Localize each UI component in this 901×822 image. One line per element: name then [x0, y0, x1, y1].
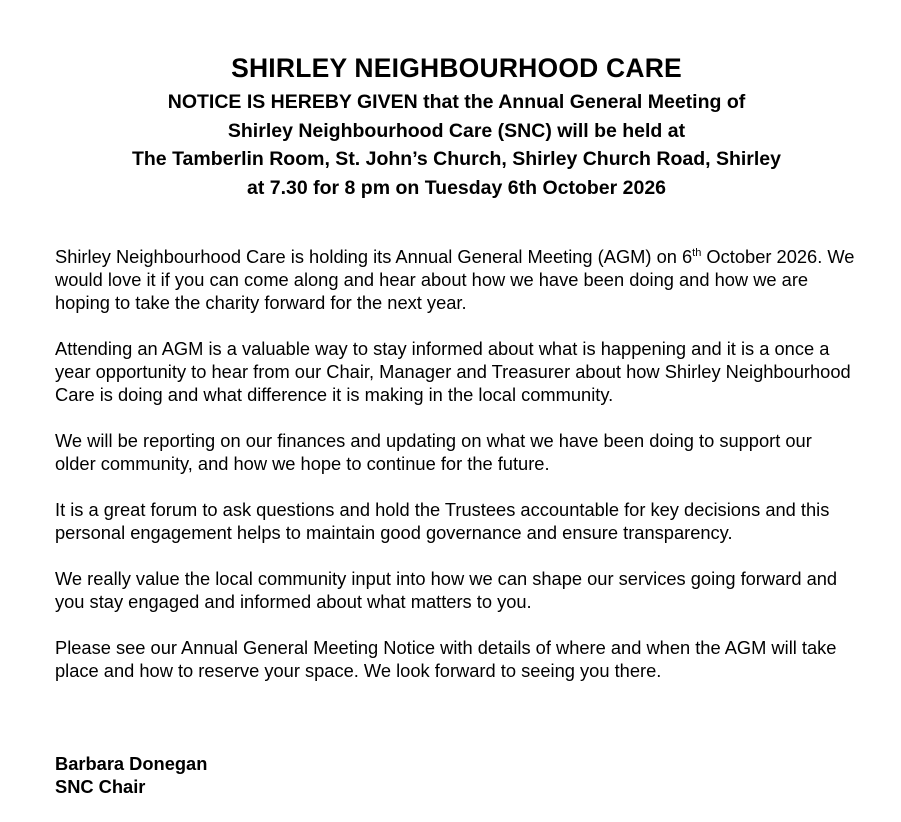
- body-paragraph: We will be reporting on our finances and updating on what we have been doing to support our older community, and how we hope to continue for the future.: [55, 430, 812, 474]
- notice-line: NOTICE IS HEREBY GIVEN that the Annual General Meeting of: [167, 91, 746, 113]
- body-paragraph: It is a great forum to ask questions and hold the Trustees accountable for key decisions and this personal engagement helps to maintain good governance and ensure transparency.: [55, 499, 830, 543]
- body-paragraph: Please see our Annual General Meeting Notice with details of where and when the AGM will take place and how to reserve your space. We look forward to seeing you there.: [55, 637, 837, 681]
- meeting-notice: [0, 88, 901, 202]
- ordinal-suffix: th: [692, 247, 702, 259]
- paragraph-text: Shirley Neighbourhood Care is holding its Annual General Meeting (AGM) on 6: [55, 246, 693, 267]
- body-paragraph: [55, 245, 855, 314]
- notice-line: at 7.30 for 8 pm on Tuesday 6th October 2026: [246, 176, 667, 199]
- signature-block: [55, 752, 207, 798]
- body-paragraph: Attending an AGM is a valuable way to stay informed about what is happening and it is a once a year opportunity to hear from our Chair, Manager and Treasurer about how Shirley Neighbourhood Care is doing and what difference it is making in the local community.: [55, 338, 851, 405]
- document-title: SHIRLEY NEIGHBOURHOOD CARE: [231, 53, 682, 83]
- signatory-name: Barbara Donegan: [55, 753, 208, 774]
- letter-body: [55, 245, 855, 705]
- notice-line: Shirley Neighbourhood Care (SNC) will be held at: [227, 119, 686, 142]
- body-paragraph: We really value the local community input into how we can shape our services going forward and you stay engaged and informed about what matters to you.: [55, 568, 838, 612]
- signatory-role: SNC Chair: [55, 776, 146, 797]
- notice-line: The Tamberlin Room, St. John’s Church, Shirley Church Road, Shirley: [131, 148, 781, 170]
- paragraph-text: October 2026. We would love it if you can come along and hear about how we have been doing and how we are hoping to take the charity forward for the next year.: [55, 246, 855, 313]
